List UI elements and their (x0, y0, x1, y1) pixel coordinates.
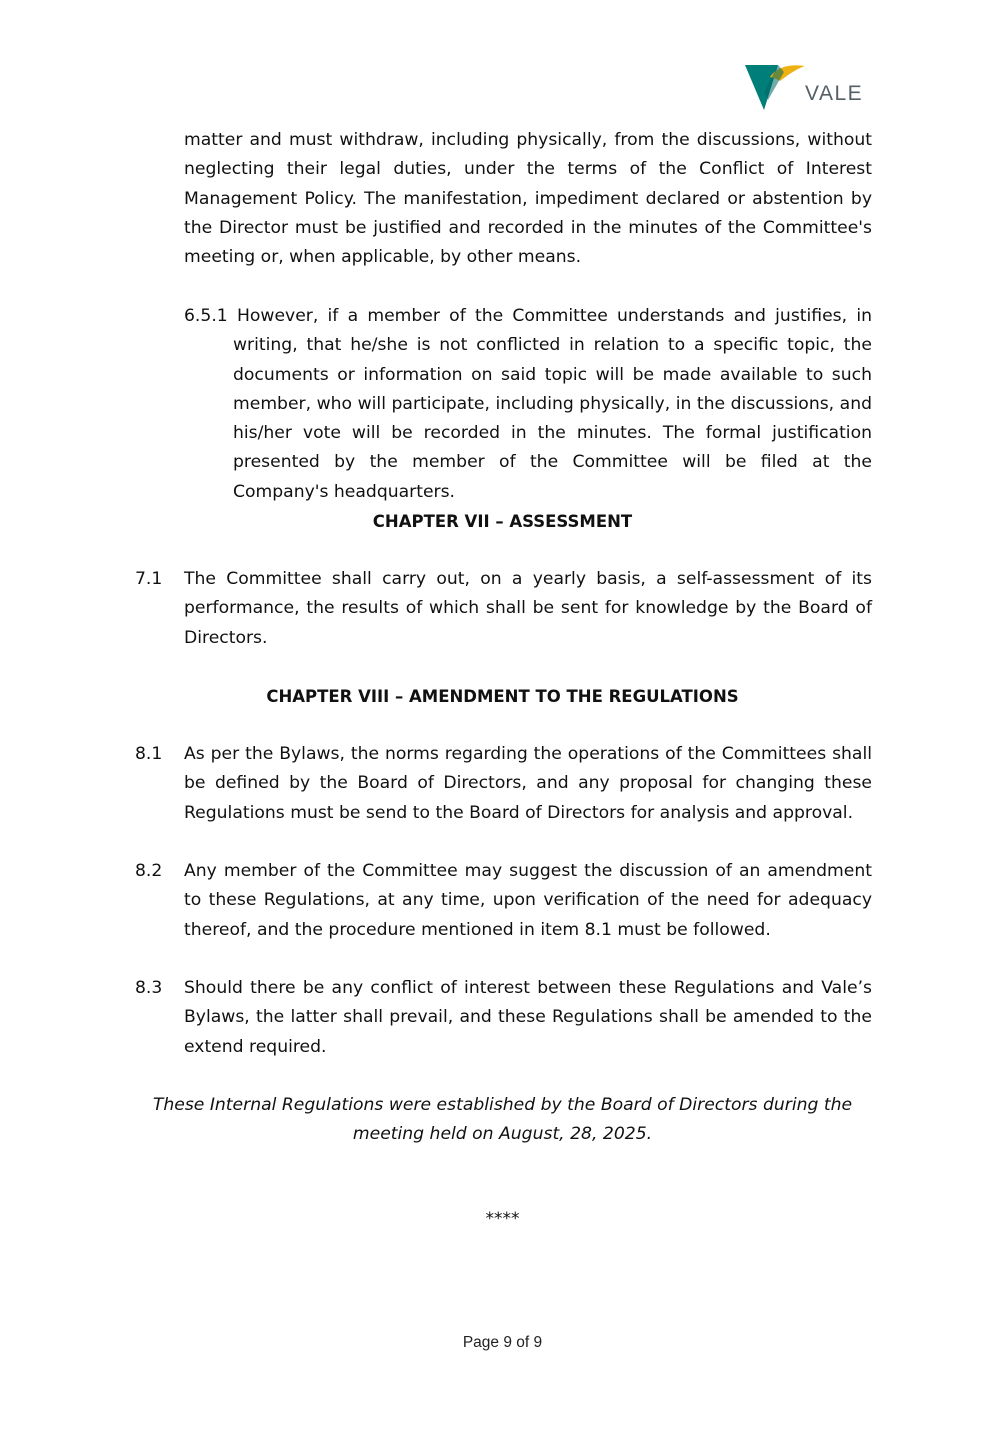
item-text: The Committee shall carry out, on a yearly basis, a self-assessment of its performance, the results of which shall be sent for knowledge by the Board of Directors. (184, 569, 872, 648)
item-8-3 (135, 974, 872, 1062)
sub-item-6-5-1-text: 6.5.1 However, if a member of the Committee understands and justifies, in writing, that he/she is not conflicted in relation to a specific topic, the documents or information on said topic will be made available to such member, who will participate, including physically, in the discussions, and his/her vote will be recorded in the minutes. The formal justification presented by the member of the Committee will be filed at the Company's headquarters. (184, 306, 872, 502)
item-7-1 (135, 565, 872, 653)
chapter-8-heading: CHAPTER VIII – AMENDMENT TO THE REGULATIONS (266, 687, 739, 706)
item-number: 8.3 (135, 978, 163, 998)
closing-statement: These Internal Regulations were established by the Board of Directors during the meeting held on August, 28, 2025. (152, 1095, 853, 1145)
item-8-1 (135, 740, 872, 828)
item-text: Should there be any conflict of interest between these Regulations and Vale’s Bylaws, the latter shall prevail, and these Regulations shall be amended to the extend required. (184, 978, 872, 1057)
sub-item-6-5-1 (184, 302, 872, 507)
chapter-7-heading: CHAPTER VII – ASSESSMENT (372, 512, 633, 531)
page-number: Page 9 of 9 (462, 1334, 543, 1351)
continued-paragraph (184, 126, 872, 272)
end-marker: **** (485, 1209, 520, 1229)
vale-logo-text: VALE (805, 82, 864, 105)
item-number: 7.1 (135, 569, 163, 589)
item-number: 8.2 (135, 861, 163, 881)
continued-paragraph-text: matter and must withdraw, including physically, from the discussions, without neglecting their legal duties, under the terms of the Conflict of Interest Management Policy. The manifestation, impediment declared or abstention by the Director must be justified and recorded in the minutes of the Committee's meeting or, when applicable, by other means. (184, 130, 872, 268)
vale-logo-mark-icon (744, 62, 806, 112)
vale-logo (744, 62, 866, 114)
item-8-2 (135, 857, 872, 945)
item-text: As per the Bylaws, the norms regarding the operations of the Committees shall be defined by the Board of Directors, and any proposal for changing these Regulations must be send to the Board of Directors for analysis and approval. (184, 744, 872, 823)
item-number: 8.1 (135, 744, 163, 764)
item-text: Any member of the Committee may suggest the discussion of an amendment to these Regulations, at any time, upon verification of the need for adequacy thereof, and the procedure mentioned in item 8.1 must be followed. (184, 861, 872, 940)
